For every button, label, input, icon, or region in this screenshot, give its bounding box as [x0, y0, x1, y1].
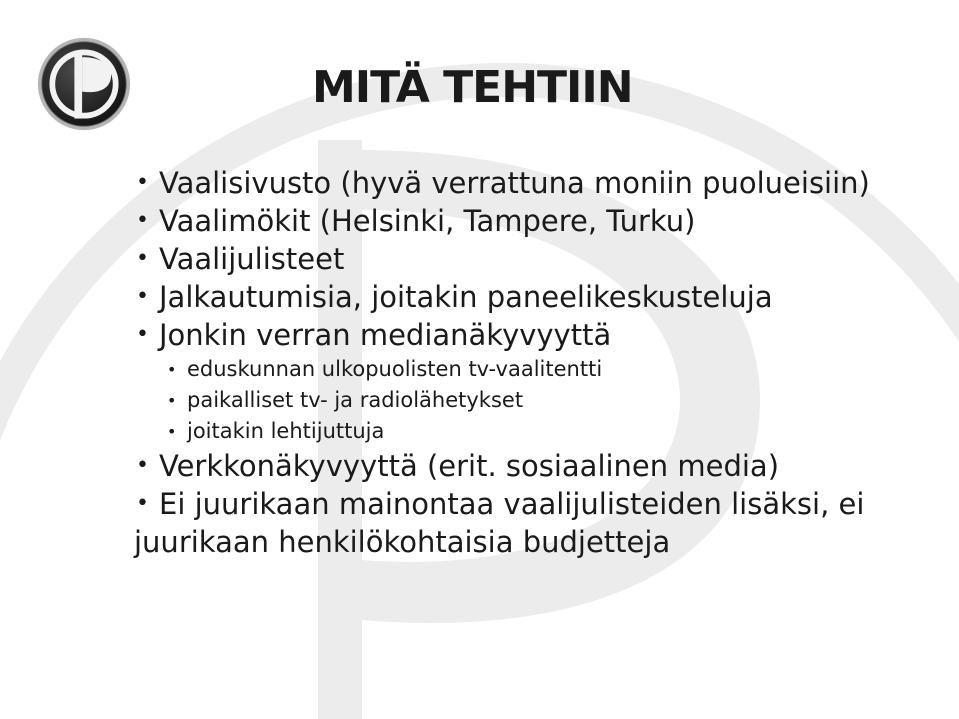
bullet-item — [134, 278, 924, 316]
sub-bullet-item — [134, 354, 924, 385]
bullet-icon: • — [167, 422, 177, 441]
bullet-item — [134, 164, 924, 202]
bullet-icon: • — [136, 491, 149, 516]
bullet-icon: • — [136, 170, 149, 195]
bullet-icon: • — [136, 453, 149, 478]
bullet-icon: • — [167, 391, 177, 410]
bullet-text: Vaalijulisteet — [159, 242, 345, 276]
sub-bullet-item — [134, 385, 924, 416]
sub-bullet-text: joitakin lehtijuttuja — [187, 419, 385, 443]
bullet-text: Vaalimökit (Helsinki, Tampere, Turku) — [159, 204, 696, 238]
bullet-item — [134, 316, 924, 354]
sub-bullet-item — [134, 416, 924, 447]
bullet-icon: • — [136, 322, 149, 347]
bullet-text: Ei juurikaan mainontaa vaalijulisteiden lisäksi, ei juurikaan henkilökohtaisia budjetteja — [134, 487, 865, 559]
bullet-item — [134, 447, 924, 485]
bullet-item — [134, 240, 924, 278]
bullet-icon: • — [136, 246, 149, 271]
bullet-text: Jalkautumisia, joitakin paneelikeskusteluja — [159, 280, 773, 314]
pirate-party-logo-icon — [36, 36, 132, 132]
sub-bullet-text: eduskunnan ulkopuolisten tv-vaalitentti — [187, 357, 603, 381]
bullet-item — [134, 485, 924, 561]
bullet-item — [134, 202, 924, 240]
bullet-text: Jonkin verran medianäkyvyyttä — [159, 318, 612, 352]
slide-title: MITÄ TEHTIIN — [312, 62, 633, 113]
bullet-icon: • — [136, 284, 149, 309]
bullet-text: Verkkonäkyvyyttä (erit. sosiaalinen media) — [159, 449, 780, 483]
bullet-list — [134, 164, 924, 561]
bullet-text: Vaalisivusto (hyvä verrattuna moniin puolueisiin) — [159, 166, 870, 200]
sub-bullet-text: paikalliset tv- ja radiolähetykset — [187, 388, 524, 412]
bullet-icon: • — [167, 360, 177, 379]
bullet-icon: • — [136, 208, 149, 233]
